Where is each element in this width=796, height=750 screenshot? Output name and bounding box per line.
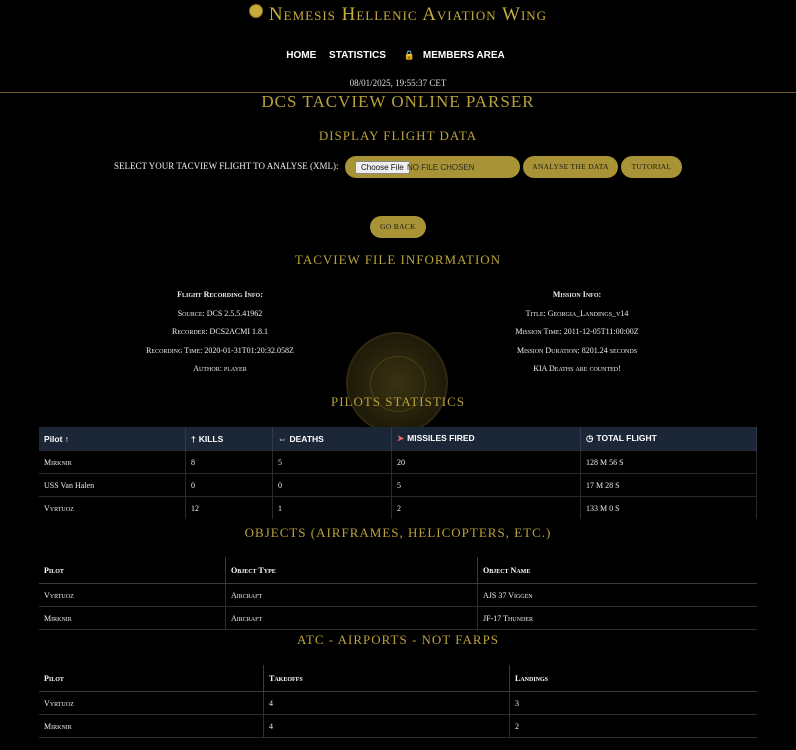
cell-object-name: AJS 37 Viggen: [478, 584, 758, 607]
cell-pilot: Mirknir: [39, 715, 264, 738]
sort-arrow-icon: ↑: [64, 433, 70, 444]
table-row: [39, 497, 757, 520]
cross-icon: †: [191, 433, 196, 444]
nav-home[interactable]: HOME: [286, 50, 317, 61]
mission-kia-note: KIA Deaths are counted!: [533, 364, 621, 373]
col-pilot[interactable]: Pilot ↑: [39, 427, 186, 451]
table-row: [39, 584, 757, 607]
rocket-icon: ➤: [397, 433, 405, 443]
table-row: [39, 451, 757, 474]
table-row: [39, 692, 757, 715]
cell-missiles: 5: [392, 474, 581, 497]
flight-source: Source: DCS 2.5.5.41962: [177, 308, 263, 318]
parachute-icon: ⇔: [278, 433, 287, 444]
col-takeoffs: Takeoffs: [264, 665, 510, 692]
flight-recorder: Recorder: DCS2ACMI 1.8.1: [171, 327, 268, 336]
col-kills[interactable]: † KILLS: [186, 427, 273, 451]
flight-recording-time: Recording Time: 2020-01-31T01:20:32.058Z: [146, 345, 294, 355]
cell-total-flight: 17 M 28 S: [581, 474, 757, 497]
file-input[interactable]: [345, 156, 520, 178]
cell-pilot: Vyrtuoz: [39, 497, 186, 520]
mission-duration: Mission Duration: 8201.24 seconds: [516, 345, 638, 355]
mission-title: Title: Georgia_Landings_v14: [525, 308, 629, 318]
cell-pilot: USS Van Halen: [39, 474, 186, 497]
cell-pilot: Mirknir: [39, 607, 226, 630]
pilots-stats-heading: PILOTS STATISTICS: [330, 394, 466, 409]
site-title-text: Nemesis Hellenic Aviation Wing: [268, 4, 548, 25]
mission-info: [447, 290, 707, 383]
file-info-heading: TACVIEW FILE INFORMATION: [294, 252, 502, 267]
flight-author: Author: player: [193, 364, 247, 373]
site-title[interactable]: [0, 4, 796, 26]
cell-takeoffs: 4: [264, 692, 510, 715]
cell-pilot: Vyrtuoz: [39, 692, 264, 715]
flight-recording-info: [90, 290, 350, 383]
col-pilot: Pilot: [39, 665, 264, 692]
main-nav: [0, 50, 796, 61]
cell-object-name: JF-17 Thunder: [478, 607, 758, 630]
cell-takeoffs: 4: [264, 715, 510, 738]
cell-landings: 3: [510, 692, 758, 715]
cell-object-type: Aircraft: [226, 607, 478, 630]
col-deaths[interactable]: ⇔ DEATHS: [273, 427, 392, 451]
cell-kills: 8: [186, 451, 273, 474]
objects-table: [39, 557, 757, 630]
pilots-stats-table: [39, 427, 757, 519]
col-landings: Landings: [510, 665, 758, 692]
table-row: [39, 607, 757, 630]
analyse-button[interactable]: ANALYSE THE DATA: [523, 156, 618, 178]
clock-icon: ◷: [586, 433, 594, 443]
cell-kills: 0: [186, 474, 273, 497]
table-row: [39, 474, 757, 497]
wing-emblem-icon: [249, 4, 263, 18]
lock-icon: 🔒: [403, 50, 415, 60]
page-title: DCS TACVIEW ONLINE PARSER: [261, 92, 535, 111]
cell-pilot: Mirknir: [39, 451, 186, 474]
atc-heading: ATC - AIRPORTS - NOT FARPS: [296, 632, 500, 647]
nav-members-label: MEMBERS AREA: [422, 50, 505, 61]
tutorial-button[interactable]: TUTORIAL: [621, 156, 682, 178]
cell-kills: 12: [186, 497, 273, 520]
cell-deaths: 1: [273, 497, 392, 520]
col-pilot: Pilot: [39, 557, 226, 584]
col-object-type: Object Type: [226, 557, 478, 584]
file-selector-row: [0, 155, 796, 179]
file-select-label: SELECT YOUR TACVIEW FLIGHT TO ANALYSE (XML):: [114, 161, 339, 171]
cell-missiles: 20: [392, 451, 581, 474]
cell-object-type: Aircraft: [226, 584, 478, 607]
col-missiles[interactable]: ➤ MISSILES FIRED: [392, 427, 581, 451]
go-back-button[interactable]: GO BACK: [370, 216, 426, 238]
col-total-flight[interactable]: ◷ TOTAL FLIGHT: [581, 427, 757, 451]
current-datetime: 08/01/2025, 19:55:37 CET: [349, 78, 447, 88]
mission-time: Mission Time: 2011-12-05T11:00:00Z: [515, 327, 639, 336]
atc-table: [39, 665, 757, 738]
cell-deaths: 0: [273, 474, 392, 497]
squadron-crest-watermark: [346, 332, 448, 434]
col-object-name: Object Name: [478, 557, 758, 584]
mission-info-head: Mission Info:: [552, 290, 602, 299]
objects-heading: OBJECTS (AIRFRAMES, HELICOPTERS, ETC.): [244, 525, 552, 540]
nav-members-area[interactable]: [399, 50, 510, 61]
cell-landings: 2: [510, 715, 758, 738]
cell-total-flight: 133 M 0 S: [581, 497, 757, 520]
cell-total-flight: 128 M 56 S: [581, 451, 757, 474]
choose-file-button[interactable]: Choose File: [355, 161, 410, 174]
cell-deaths: 5: [273, 451, 392, 474]
file-status: NO FILE CHOSEN: [407, 163, 475, 172]
cell-pilot: Vyrtuoz: [39, 584, 226, 607]
nav-statistics[interactable]: STATISTICS: [329, 50, 386, 61]
flight-info-head: Flight Recording Info:: [177, 290, 263, 299]
display-flight-heading: DISPLAY FLIGHT DATA: [318, 128, 478, 143]
table-row: [39, 715, 757, 738]
cell-missiles: 2: [392, 497, 581, 520]
